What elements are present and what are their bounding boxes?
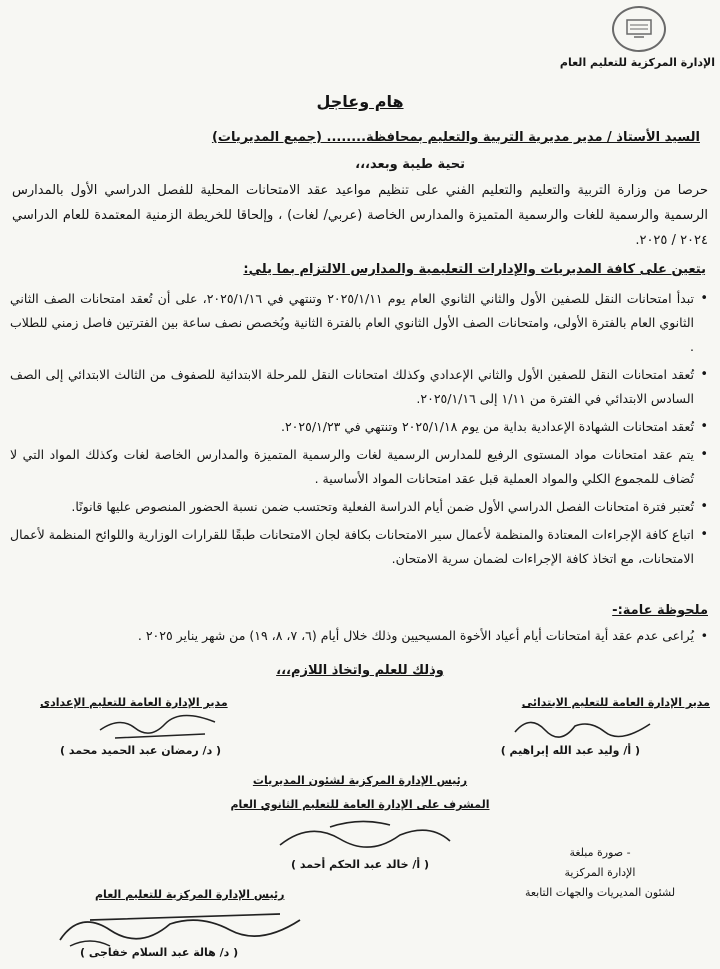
- greeting: تحية طيبة وبعد،،،: [355, 157, 465, 172]
- central-signature-scribble: [270, 815, 460, 857]
- intro-paragraph: حرصا من وزارة التربية والتعليم والتعليم الفني على تنظيم مواعيد عقد الامتحانات المحلية للفصل الدراسي الأول بالمدارس الرسمية والرسمية للغات والرسمية المتميزة والمدارس الخاصة (عربي/ لغات) ، وإلحاقا للخريطة الزمنية المعتمدة للعام الدراسي ٢٠٢٤ / ٢٠٢٥.: [12, 183, 708, 248]
- list-item: • يتم عقد امتحانات مواد المستوى الرفيع للمدارس الرسمية لغات والرسمية المتميزة والمدارس الخاصة لغات وكذلك المواد التي لا تُضاف للمجموع الكلي والمواد العملية قبل عقد امتحانات المواد الأساسية .: [10, 443, 710, 491]
- central-director-name: ( أ/ خالد عبد الحكم أحمد ): [291, 858, 429, 871]
- preparatory-signature-scribble: [95, 712, 225, 744]
- primary-signature-scribble: [510, 712, 660, 742]
- copy-to-line: الإدارة المركزية: [564, 866, 636, 879]
- note-text: • يُراعى عدم عقد أية امتحانات أيام أعياد الأخوة المسيحيين وذلك خلال أيام (٦، ٧، ٨، ١٩) من شهر يناير ٢٠٢٥ .: [10, 628, 710, 643]
- preparatory-director-name: ( د/ رمضان عبد الحميد محمد ): [60, 744, 222, 757]
- requirements-list: [10, 287, 710, 571]
- headline: هام وعاجل: [316, 92, 404, 111]
- addressee: السيد الأستاذ / مدير مديرية التربية والتعليم بمحافظة........ (جميع المديريات): [211, 130, 700, 145]
- header-organization: الإدارة المركزية للتعليم العام: [559, 56, 715, 69]
- head-signature-scribble: [50, 900, 310, 950]
- note-title: ملحوظة عامة:-: [612, 603, 708, 618]
- central-director-supervisor: المشرف على الإدارة العامة للتعليم الثانوي العام: [230, 798, 490, 811]
- head-director-title: رئيس الإدارة المركزية للتعليم العام: [95, 888, 285, 901]
- copy-to-block: [500, 843, 700, 903]
- list-item: • تُعتبر فترة امتحانات الفصل الدراسي الأول ضمن أيام الدراسة الفعلية وتحتسب ضمن نسبة الحضور المنصوص عليها قانونًا.: [10, 495, 710, 519]
- copy-to-line: لشئون المديريات والجهات التابعة: [524, 886, 676, 899]
- copy-to-line: - صورة مبلغة: [569, 846, 631, 859]
- list-item: • تُعقد امتحانات الشهادة الإعدادية بداية من يوم ٢٠٢٥/١/١٨ وتنتهي في ٢٠٢٥/١/٢٣.: [10, 415, 710, 439]
- list-item: • تبدأ امتحانات النقل للصفين الأول والثاني الثانوي العام يوم ٢٠٢٥/١/١١ وتنتهي في ٢٠٢٥/١/١٦، على أن تُعقد امتحانات الصف الثاني الثانوي العام بالفترة الأولى، وامتحانات الصف الأول الثانوي العام بالفترة الثانية ويُخصص نصف ساعة بين الفترتين فاصل زمني للطلاب .: [10, 287, 710, 359]
- list-item: • اتباع كافة الإجراءات المعتادة والمنظمة لأعمال سير الامتحانات بكافة لجان الامتحانات طبقًا للقرارات الوزارية واللوائح المنظمة لأعمال الامتحانات، مع اتخاذ كافة الإجراءات لضمان سرية الامتحان.: [10, 523, 710, 571]
- primary-director-name: ( أ/ وليد عبد الله إبراهيم ): [500, 744, 640, 757]
- requirements-heading: يتعين على كافة المديريات والإدارات التعليمية والمدارس الالتزام بما يلي:: [243, 262, 706, 277]
- central-director-title: رئيس الإدارة المركزية لشئون المديريات: [252, 774, 468, 787]
- closing-line: وذلك للعلم واتخاذ اللازم،،،: [276, 663, 444, 678]
- preparatory-director-title: مدير الإدارة العامة للتعليم الإعدادى: [40, 696, 228, 709]
- head-director-name: ( د/ هالة عبد السلام خفاجى ): [80, 946, 239, 959]
- list-item: • تُعقد امتحانات النقل للصفين الأول والثاني الإعدادي وكذلك امتحانات النقل للمرحلة الابتدائية للصفوف من الثالث الابتدائي إلى الصف السادس الابتدائي في الفترة من ١/١١ إلى ٢٠٢٥/١/١٦.: [10, 363, 710, 411]
- ministry-logo: [612, 6, 666, 52]
- primary-director-title: مدير الإدارة العامة للتعليم الابتدائى: [521, 696, 710, 709]
